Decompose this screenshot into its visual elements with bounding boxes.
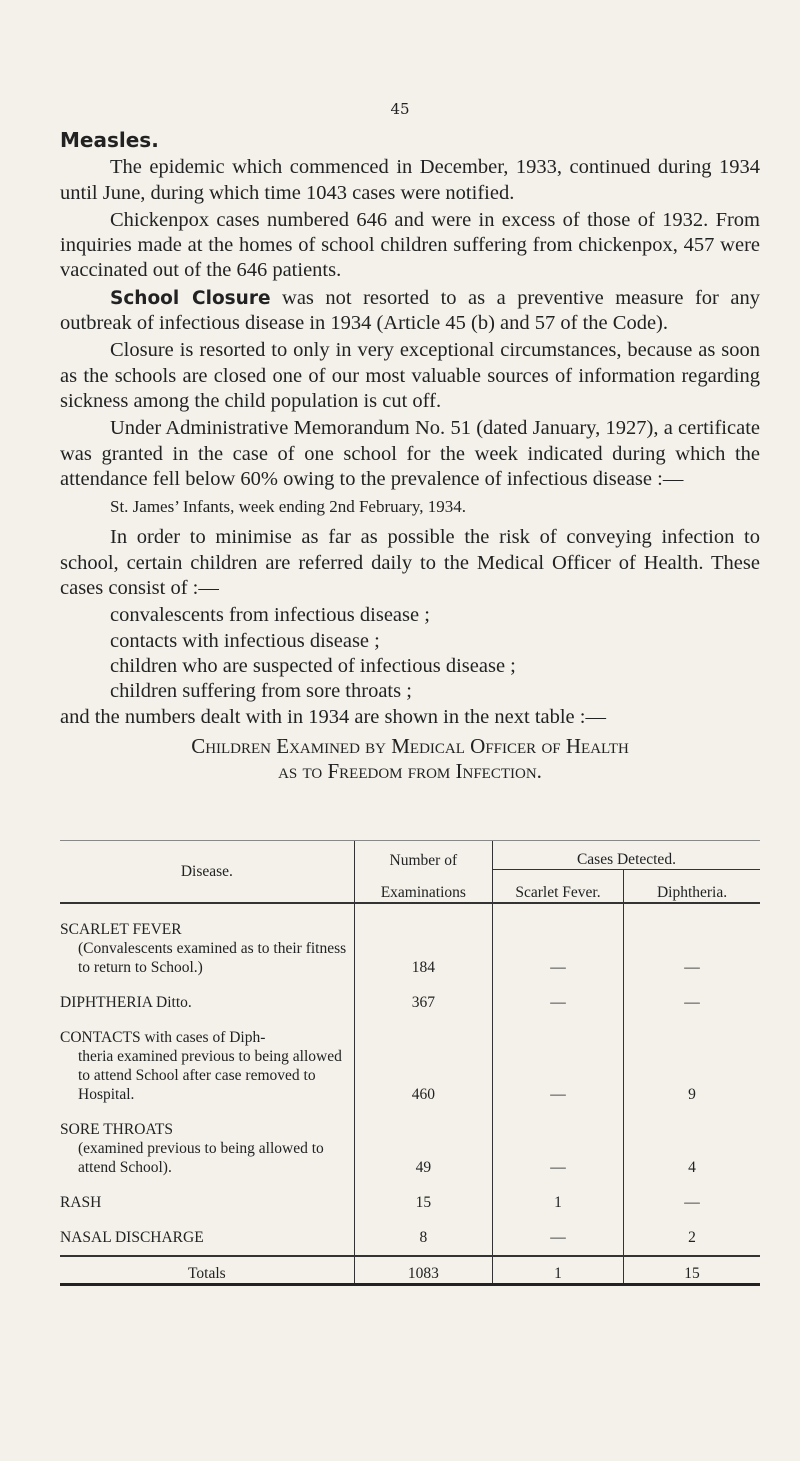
- row-diphtheria: —: [624, 1177, 760, 1212]
- paragraph-chickenpox: Chickenpox cases numbered 646 and were in excess of those of 1932. From inquiries made at the homes of school children suffering from chickenpox, 457 were vaccinated out of the 646 patients.: [60, 208, 760, 282]
- row-examinations: 49: [354, 1104, 492, 1177]
- row-disease: [60, 1177, 354, 1212]
- document-body: [60, 128, 760, 784]
- row-disease-main: NASAL DISCHARGE: [60, 1229, 204, 1246]
- row-examinations: 184: [354, 903, 492, 977]
- paragraph-measles: The epidemic which commenced in December, 1933, continued during 1934 until June, during which time 1043 cases were notified.: [60, 156, 760, 204]
- row-disease-main: DIPHTHERIA Ditto.: [60, 994, 192, 1011]
- list-item: convalescents from infectious disease ;: [110, 604, 430, 627]
- row-scarlet: —: [492, 1012, 623, 1104]
- header-diphtheria: Diphtheria.: [624, 870, 760, 904]
- row-scarlet: —: [492, 1212, 623, 1256]
- school-closure-lead: School Closure: [110, 287, 271, 309]
- table-row: [60, 1104, 760, 1177]
- row-diphtheria: —: [624, 903, 760, 977]
- school-closure-text: was not resorted to as a preventive measure for any outbreak of infectious disease in 1934 (Article 45 (b) and 57 of the Code).: [60, 286, 760, 335]
- row-diphtheria: 9: [624, 1012, 760, 1104]
- certificate-note: St. James’ Infants, week ending 2nd February, 1934.: [110, 497, 466, 517]
- paragraph-referrals: In order to minimise as far as possible the risk of conveying infection to school, certain children are referred daily to the Medical Officer of Health. These cases consist of :—: [60, 526, 760, 600]
- page-number: 45: [390, 100, 410, 118]
- list-item: children suffering from sore throats ;: [110, 680, 412, 703]
- row-diphtheria: 2: [624, 1212, 760, 1256]
- row-scarlet: —: [492, 977, 623, 1012]
- row-scarlet: 1: [492, 1177, 623, 1212]
- row-disease-sub: (examined previous to being allowed to attend School).: [78, 1140, 324, 1176]
- row-examinations: 8: [354, 1212, 492, 1256]
- table-title-line1: Children Examined by Medical Officer of Health: [191, 733, 629, 758]
- table-row: [60, 1212, 760, 1256]
- header-examinations: Examinations: [354, 870, 492, 904]
- header-disease: Disease.: [60, 841, 354, 904]
- table-title-line2: as to Freedom from Infection.: [278, 759, 542, 784]
- table-row: [60, 1012, 760, 1104]
- row-disease: [60, 1104, 354, 1177]
- row-disease: [60, 1012, 354, 1104]
- row-disease: [60, 1212, 354, 1256]
- list-item: contacts with infectious disease ;: [110, 629, 380, 652]
- list-item: children who are suspected of infectious disease ;: [110, 654, 516, 677]
- row-disease-main: SCARLET FEVER: [60, 921, 182, 938]
- examinations-table: [60, 840, 760, 1286]
- table-row: [60, 903, 760, 977]
- row-scarlet: —: [492, 1104, 623, 1177]
- table-row: [60, 1177, 760, 1212]
- header-cases-detected: Cases Detected.: [492, 841, 760, 870]
- totals-scarlet: 1: [492, 1256, 623, 1285]
- paragraph-closure-circumstances: Closure is resorted to only in very exceptional circumstances, because as soon as the schools are closed one of our most valuable sources of information regarding sickness among the child population is cut off.: [60, 339, 760, 412]
- row-examinations: 367: [354, 977, 492, 1012]
- paragraph-table-intro: and the numbers dealt with in 1934 are shown in the next table :—: [60, 705, 606, 728]
- paragraph-school-closure: [60, 286, 760, 337]
- row-disease-sub: (Convalescents examined as to their fitness to return to School.): [78, 940, 347, 976]
- table-title: [60, 734, 760, 785]
- header-scarlet-fever: Scarlet Fever.: [492, 870, 623, 904]
- row-examinations: 15: [354, 1177, 492, 1212]
- row-disease-main: RASH: [60, 1194, 102, 1211]
- row-diphtheria: 4: [624, 1104, 760, 1177]
- row-disease: [60, 977, 354, 1012]
- row-diphtheria: —: [624, 977, 760, 1012]
- row-disease: [60, 903, 354, 977]
- table-row: [60, 977, 760, 1012]
- header-number-of: Number of: [354, 841, 492, 870]
- section-heading: Measles.: [60, 128, 159, 152]
- row-scarlet: —: [492, 903, 623, 977]
- row-disease-main: SORE THROATS: [60, 1121, 173, 1138]
- row-examinations: 460: [354, 1012, 492, 1104]
- paragraph-memorandum: Under Administrative Memorandum No. 51 (dated January, 1927), a certificate was granted in the case of one school for the week indicated during which the attendance fell below 60% owing to the prevalence of infectious disease :—: [60, 417, 760, 490]
- totals-row: [60, 1256, 760, 1285]
- row-disease-sub: theria examined previous to being allowed to attend School after case removed to Hospital.: [78, 1048, 342, 1103]
- row-disease-main: CONTACTS with cases of Diph-: [60, 1029, 266, 1046]
- totals-diphtheria: 15: [624, 1256, 760, 1285]
- totals-label: Totals: [60, 1256, 354, 1285]
- totals-examinations: 1083: [354, 1256, 492, 1285]
